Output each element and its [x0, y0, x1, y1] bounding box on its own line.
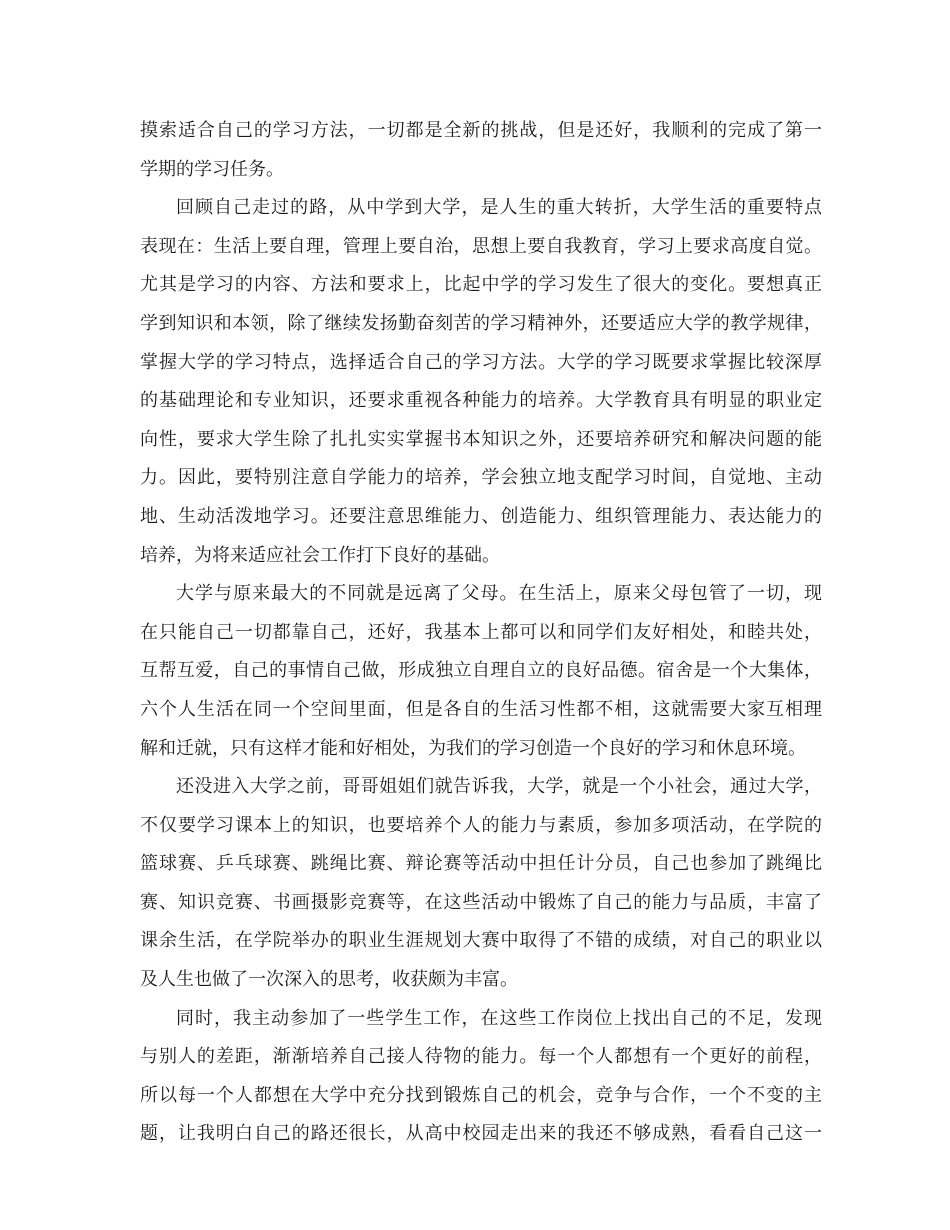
- paragraph-5-line-4: 题，让我明白自己的路还很长，从高中校园走出来的我还不够成熟，看看自己这一: [140, 1123, 822, 1145]
- paragraph-1-line-1: 摸索适合自己的学习方法，一切都是全新的挑战，但是还好，我顺利的完成了第一: [140, 120, 822, 141]
- paragraph-5-line-3: 所以每一个人都想在大学中充分找到锻炼自己的机会，竞争与合作，一个不变的主: [140, 1084, 822, 1106]
- paragraph-4-line-1: 还没进入大学之前，哥哥姐姐们就告诉我，大学，就是一个小社会，通过大学，: [176, 776, 822, 798]
- paragraph-2-line-1: 回顾自己走过的路，从中学到大学，是人生的重大转折，大学生活的重要特点: [176, 197, 822, 219]
- paragraph-3-line-5: 解和迁就，只有这样才能和好相处，为我们的学习创造一个良好的学习和休息环境。: [140, 737, 806, 759]
- paragraph-2-line-10: 培养，为将来适应社会工作打下良好的基础。: [140, 544, 500, 566]
- paragraph-2-line-9: 地、生动活泼地学习。还要注意思维能力、创造能力、组织管理能力、表达能力的: [140, 505, 822, 527]
- document-body: [140, 112, 822, 1154]
- paragraph-4-line-4: 赛、知识竞赛、书画摄影竞赛等，在这些活动中锻炼了自己的能力与品质，丰富了: [140, 891, 822, 913]
- paragraph-2-line-3: 尤其是学习的内容、方法和要求上，比起中学的学习发生了很大的变化。要想真正: [140, 274, 822, 296]
- paragraph-2-line-2: 表现在：生活上要自理，管理上要自治，思想上要自我教育，学习上要求高度自觉。: [140, 235, 822, 257]
- paragraph-5-line-1: 同时，我主动参加了一些学生工作，在这些工作岗位上找出自己的不足，发现: [176, 1007, 822, 1029]
- paragraph-4-line-6: 及人生也做了一次深入的思考，收获颇为丰富。: [140, 969, 518, 991]
- paragraph-4-line-5: 课余生活，在学院举办的职业生涯规划大赛中取得了不错的成绩，对自己的职业以: [140, 930, 822, 952]
- paragraph-3-line-4: 六个人生活在同一个空间里面，但是各自的生活习性都不相，这就需要大家互相理: [140, 698, 822, 720]
- paragraph-2-line-5: 掌握大学的学习特点，选择适合自己的学习方法。大学的学习既要求掌握比较深厚: [140, 351, 822, 373]
- paragraph-3-line-2: 在只能自己一切都靠自己，还好，我基本上都可以和同学们友好相处，和睦共处，: [140, 621, 822, 643]
- paragraph-2-line-8: 力。因此，要特别注意自学能力的培养，学会独立地支配学习时间，自觉地、主动: [140, 467, 822, 489]
- paragraph-1-line-2: 学期的学习任务。: [140, 158, 284, 180]
- paragraph-4-line-3: 篮球赛、乒乓球赛、跳绳比赛、辩论赛等活动中担任计分员，自己也参加了跳绳比: [140, 853, 822, 875]
- paragraph-2-line-6: 的基础理论和专业知识，还要求重视各种能力的培养。大学教育具有明显的职业定: [140, 390, 822, 412]
- paragraph-3-line-3: 互帮互爱，自己的事情自己做，形成独立自理自立的良好品德。宿舍是一个大集体，: [140, 660, 822, 682]
- paragraph-5-line-2: 与别人的差距，渐渐培养自己接人待物的能力。每一个人都想有一个更好的前程，: [140, 1046, 822, 1068]
- paragraph-3-line-1: 大学与原来最大的不同就是远离了父母。在生活上，原来父母包管了一切，现: [176, 583, 822, 605]
- paragraph-4-line-2: 不仅要学习课本上的知识，也要培养个人的能力与素质，参加多项活动，在学院的: [140, 814, 822, 836]
- paragraph-2-line-7: 向性，要求大学生除了扎扎实实掌握书本知识之外，还要培养研究和解决问题的能: [140, 428, 822, 450]
- paragraph-2-line-4: 学到知识和本领，除了继续发扬勤奋刻苦的学习精神外，还要适应大学的教学规律，: [140, 312, 822, 334]
